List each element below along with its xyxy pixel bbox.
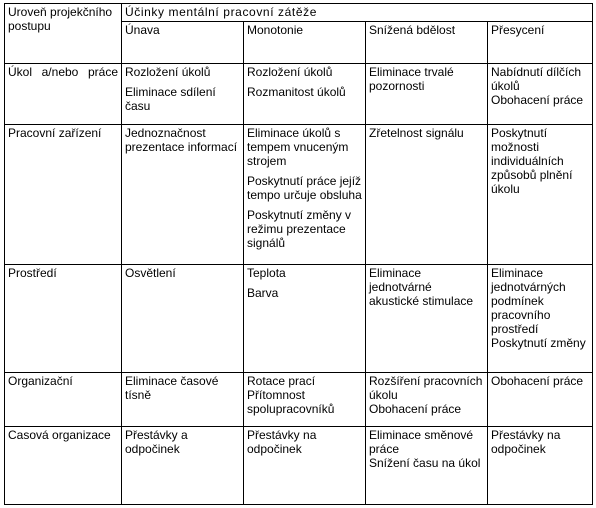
row-level-cell: [5, 64, 122, 125]
measure-item: Rozložení úkolů: [247, 65, 333, 79]
measure-item: Rozložení úkolů: [125, 65, 211, 79]
measure-item: Poskytnutí změny: [491, 336, 586, 350]
bdelost-cell: [366, 64, 488, 125]
row-level-cell: [5, 427, 122, 505]
monotonie-cell: [244, 265, 366, 373]
measure-item: Přestávky a odpočinek: [125, 428, 188, 456]
measure-item: Přestávky na odpočinek: [491, 428, 561, 456]
measure-item: Eliminace jednotvárné akustické stimulace: [369, 266, 474, 308]
column-header-monotonie: Monotonie: [244, 22, 366, 64]
row-level-cell: [5, 373, 122, 427]
measure-item: Jednoznačnost prezentace informací: [125, 126, 238, 154]
measure-item: Přítomnost spolupracovníků: [247, 388, 335, 416]
bdelost-cell: [366, 373, 488, 427]
document-page: [4, 3, 593, 505]
measure-item: Eliminace trvalé pozornosti: [369, 65, 454, 93]
group-header: Účinky mentální pracovní zátěže: [122, 4, 593, 22]
measure-item: Snížení času na úkol: [369, 456, 481, 470]
row-level-label: Pracovní zařízení: [8, 126, 102, 140]
measure-item: Eliminace úkolů s tempem vnuceným strojem: [247, 126, 349, 168]
measure-item: Přestávky na odpočinek: [247, 428, 317, 456]
corner-header: Uroveň projekčního postupu: [5, 4, 122, 64]
column-header-unava: Únava: [122, 22, 244, 64]
row-level-label: Organizační: [8, 374, 73, 388]
row-level-label: Prostředí: [8, 266, 57, 280]
measure-item: Teplota: [247, 266, 286, 280]
measure-item: Poskytnutí práce jejíž tempo určuje obsluha: [247, 174, 362, 202]
unava-cell: [122, 64, 244, 125]
unava-cell: [122, 125, 244, 265]
monotonie-cell: [244, 427, 366, 505]
row-level-cell: [5, 125, 122, 265]
measure-item: Barva: [247, 286, 279, 300]
unava-cell: [122, 265, 244, 373]
presyceni-cell: [488, 125, 593, 265]
measure-item: Poskytnutí změny v režimu prezentace signálů: [247, 208, 352, 250]
presyceni-cell: [488, 427, 593, 505]
measure-item: Eliminace sdílení času: [125, 85, 216, 113]
bdelost-cell: [366, 125, 488, 265]
measure-item: Rozmanitost úkolů: [247, 85, 346, 99]
monotonie-cell: [244, 64, 366, 125]
table-row: [5, 427, 593, 505]
measure-item: Rotace prací: [247, 374, 316, 388]
row-level-label: Casová organizace: [8, 428, 111, 442]
measure-item: Rozšíření pracovních úkolu: [369, 374, 483, 402]
measure-item: Obohacení práce: [491, 93, 584, 107]
table-row: [5, 265, 593, 373]
bdelost-cell: [366, 265, 488, 373]
unava-cell: [122, 427, 244, 505]
table-row: [5, 64, 593, 125]
column-header-presyceni: Přesycení: [488, 22, 593, 64]
unava-cell: [122, 373, 244, 427]
measure-item: Nabídnutí dílčích úkolů: [491, 65, 582, 93]
measure-item: Obohacení práce: [491, 374, 584, 388]
measure-item: Zřetelnost signálu: [369, 126, 464, 140]
presyceni-cell: [488, 265, 593, 373]
table-row: [5, 373, 593, 427]
monotonie-cell: [244, 373, 366, 427]
mental-workload-table: [4, 3, 593, 505]
measure-item: Osvětlení: [125, 266, 176, 280]
table-row: [5, 125, 593, 265]
measure-item: Eliminace jednotvárných podmínek pracovního prostředí: [491, 266, 566, 336]
measure-item: Eliminace směnové práce: [369, 428, 474, 456]
monotonie-cell: [244, 125, 366, 265]
presyceni-cell: [488, 373, 593, 427]
bdelost-cell: [366, 427, 488, 505]
measure-item: Obohacení práce: [369, 402, 462, 416]
column-header-snizena-bdelost: Snížená bdělost: [366, 22, 488, 64]
measure-item: Eliminace časové tísně: [125, 374, 219, 402]
measure-item: Poskytnutí možnosti individuálních způsobů plnění úkolu: [491, 126, 573, 196]
row-level-cell: [5, 265, 122, 373]
row-level-label: Úkol a/nebo práce: [8, 65, 118, 79]
presyceni-cell: [488, 64, 593, 125]
